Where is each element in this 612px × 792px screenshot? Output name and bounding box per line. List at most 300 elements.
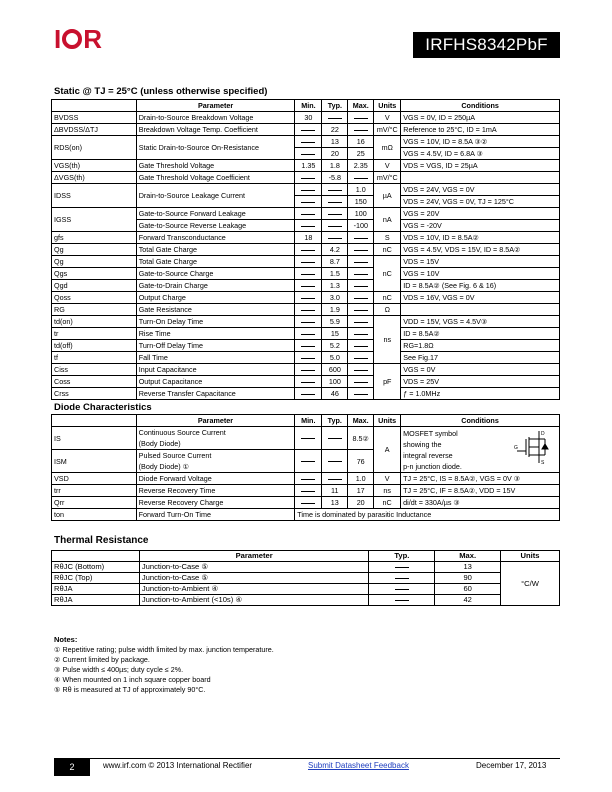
note-item: ⑤ Rθ is measured at TJ of approximately 90°C.: [54, 685, 206, 694]
row-parameter: Junction-to-Case ⑤: [139, 562, 369, 573]
row-min: [295, 292, 322, 304]
row-max: 100: [348, 208, 374, 220]
row-conditions: VGS = 10V, ID = 8.5A ③②: [401, 136, 560, 148]
dash-mark: [328, 226, 342, 227]
company-logo: [54, 26, 116, 52]
table-row: [52, 208, 560, 220]
col-header-max: Max.: [348, 100, 374, 112]
row-typ: 46: [322, 388, 348, 400]
row-min: [295, 450, 322, 473]
row-max: 1.0: [348, 184, 374, 196]
table-row: [52, 124, 560, 136]
table-row: [52, 244, 560, 256]
table-row: [52, 268, 560, 280]
row-conditions: ID = 8.5A② (See Fig. 6 & 16): [401, 280, 560, 292]
dash-mark: [395, 578, 409, 579]
dash-mark: [395, 567, 409, 568]
row-units: ns: [374, 485, 401, 497]
dash-mark: [301, 250, 315, 251]
dash-mark: [301, 382, 315, 383]
table-row: [52, 184, 560, 196]
dash-mark: [328, 238, 342, 239]
table-row: [52, 595, 560, 606]
col-header-symbol: [52, 551, 140, 562]
row-min: [295, 196, 322, 208]
col-header-symbol: [52, 415, 137, 427]
row-typ: 1.9: [322, 304, 348, 316]
row-min: [295, 220, 322, 232]
row-parameter: Gate Threshold Voltage Coefficient: [136, 172, 295, 184]
table-row: [52, 256, 560, 268]
dash-mark: [395, 589, 409, 590]
table-row: [52, 376, 560, 388]
row-min: [295, 352, 322, 364]
row-units: mV/°C: [374, 172, 401, 184]
row-typ: [369, 595, 435, 606]
row-max: 25: [348, 148, 374, 160]
row-typ: 8.7: [322, 256, 348, 268]
logo-text-r: R: [83, 24, 103, 54]
row-symbol: Qg: [52, 256, 137, 268]
row-symbol: Qg: [52, 244, 137, 256]
row-min: [295, 340, 322, 352]
row-parameter: Total Gate Charge: [136, 244, 295, 256]
row-parameter: Breakdown Voltage Temp. Coefficient: [136, 124, 295, 136]
row-units: V: [374, 473, 401, 485]
dash-mark: [301, 358, 315, 359]
row-conditions: VDS = 10V, ID = 8.5A②: [401, 232, 560, 244]
row-max: 60: [435, 584, 501, 595]
row-units: nC: [374, 497, 401, 509]
row-conditions: VDS = 16V, VGS = 0V: [401, 292, 560, 304]
row-symbol: BVDSS: [52, 112, 137, 124]
dash-mark: [301, 286, 315, 287]
row-symbol: td(on): [52, 316, 137, 328]
note-item: ② Current limited by package.: [54, 655, 150, 664]
row-units: mV/°C: [374, 124, 401, 136]
dash-mark: [301, 214, 315, 215]
table-row: [52, 136, 560, 148]
row-typ: 1.3: [322, 280, 348, 292]
row-min: [295, 388, 322, 400]
dash-mark: [301, 142, 315, 143]
row-units: nC: [374, 244, 401, 256]
row-units: A: [374, 427, 401, 473]
table-row: [52, 485, 560, 497]
row-typ: 4.2: [322, 244, 348, 256]
dash-mark: [301, 394, 315, 395]
row-symbol: ΔVGS(th): [52, 172, 137, 184]
row-typ: [369, 573, 435, 584]
row-typ: 1.8: [322, 160, 348, 172]
row-units: Ω: [374, 304, 401, 316]
dash-mark: [301, 298, 315, 299]
row-units: V: [374, 112, 401, 124]
cond-line: p-n junction diode.: [403, 461, 462, 471]
dash-mark: [301, 370, 315, 371]
diode-characteristics-table: [51, 414, 560, 521]
dash-mark: [354, 286, 368, 287]
note-item: ④ When mounted on 1 inch square copper board: [54, 675, 211, 684]
row-max: [348, 388, 374, 400]
col-header-typ: Typ.: [369, 551, 435, 562]
dash-mark: [301, 190, 315, 191]
row-min: [295, 497, 322, 509]
row-conditions: See Fig.17: [401, 352, 560, 364]
row-typ: [322, 232, 348, 244]
row-max: [348, 364, 374, 376]
row-max: 150: [348, 196, 374, 208]
row-max: 76: [348, 450, 374, 473]
param-line: Continuous Source Current: [138, 428, 226, 437]
row-conditions: VGS = 20V: [401, 208, 560, 220]
row-typ: [322, 196, 348, 208]
row-typ: [322, 184, 348, 196]
dash-mark: [328, 461, 342, 462]
dash-mark: [354, 394, 368, 395]
row-typ: 100: [322, 376, 348, 388]
row-parameter: Forward Turn-On Time: [136, 509, 295, 521]
row-conditions: Time is dominated by parasitic Inductance: [295, 509, 560, 521]
row-parameter: Total Gate Charge: [136, 256, 295, 268]
row-parameter: [136, 473, 295, 485]
dash-mark: [328, 438, 342, 439]
row-max: [348, 292, 374, 304]
row-units: nC: [374, 256, 401, 292]
dash-mark: [328, 190, 342, 191]
row-symbol: Qrr: [52, 497, 137, 509]
row-max: 16: [348, 136, 374, 148]
row-units: S: [374, 232, 401, 244]
row-parameter: Forward Transconductance: [136, 232, 295, 244]
row-parameter: Junction-to-Ambient ④: [139, 584, 369, 595]
row-conditions: TJ = 25°C, IS = 8.5A②, VGS = 0V ③: [401, 473, 560, 485]
table-row: [52, 172, 560, 184]
dash-mark: [354, 250, 368, 251]
table-row: [52, 292, 560, 304]
row-conditions: ƒ = 1.0MHz: [401, 388, 560, 400]
svg-text:S: S: [541, 460, 545, 465]
footer-rule: [54, 758, 560, 759]
row-typ: [322, 220, 348, 232]
row-typ: [369, 562, 435, 573]
row-symbol: Qoss: [52, 292, 137, 304]
row-parameter: [136, 427, 295, 450]
row-typ: 13: [322, 136, 348, 148]
row-symbol: Qgd: [52, 280, 137, 292]
thermal-resistance-table: [51, 550, 560, 606]
dash-mark: [301, 346, 315, 347]
row-parameter: Input Capacitance: [136, 364, 295, 376]
table-row: [52, 304, 560, 316]
row-units: °C/W: [501, 562, 560, 606]
row-symbol: ISM: [52, 450, 137, 473]
row-typ: 5.2: [322, 340, 348, 352]
row-conditions: [401, 427, 560, 473]
row-parameter: Drain-to-Source Leakage Current: [136, 184, 295, 208]
row-typ: [322, 473, 348, 485]
notes-block: [54, 635, 274, 695]
logo-o-mark: [62, 29, 82, 49]
row-symbol: VSD: [52, 473, 137, 485]
row-symbol: IDSS: [52, 184, 137, 208]
row-min: [295, 427, 322, 450]
dash-mark: [301, 438, 315, 439]
cond-line: MOSFET symbol: [403, 428, 458, 438]
row-symbol: RθJA: [52, 584, 140, 595]
row-max: [348, 316, 374, 328]
row-symbol: tf: [52, 352, 137, 364]
row-max: [348, 328, 374, 340]
row-units: nC: [374, 292, 401, 304]
dash-mark: [301, 262, 315, 263]
row-min: [295, 136, 322, 148]
table-row: [52, 160, 560, 172]
row-symbol: Crss: [52, 388, 137, 400]
dash-mark: [354, 118, 368, 119]
row-conditions: VGS = 0V, ID = 250µA: [401, 112, 560, 124]
row-min: 1.35: [295, 160, 322, 172]
row-symbol: Coss: [52, 376, 137, 388]
table-row: [52, 316, 560, 328]
row-max: [348, 112, 374, 124]
dash-mark: [301, 226, 315, 227]
row-min: [295, 256, 322, 268]
row-typ: [322, 427, 348, 450]
row-symbol: ton: [52, 509, 137, 521]
dash-mark: [301, 274, 315, 275]
row-max: [348, 244, 374, 256]
row-max: 2.35: [348, 160, 374, 172]
svg-text:D: D: [541, 431, 545, 437]
row-typ: [369, 584, 435, 595]
col-header-min: Min.: [295, 100, 322, 112]
dash-mark: [301, 503, 315, 504]
row-max: -100: [348, 220, 374, 232]
row-parameter: Gate-to-Source Charge: [136, 268, 295, 280]
row-max: [348, 352, 374, 364]
note-item: ① Repetitive rating; pulse width limited by max. junction temperature.: [54, 645, 274, 654]
row-parameter: Output Capacitance: [136, 376, 295, 388]
row-min: [295, 124, 322, 136]
dash-mark: [301, 202, 315, 203]
dash-mark: [301, 479, 315, 480]
row-min: [295, 473, 322, 485]
row-conditions: VDS = VGS, ID = 25µA: [401, 160, 560, 172]
row-typ: 22: [322, 124, 348, 136]
dash-mark: [354, 346, 368, 347]
row-max: 13: [435, 562, 501, 573]
row-conditions: RG=1.8Ω: [401, 340, 560, 352]
row-min: [295, 268, 322, 280]
row-typ: 15: [322, 328, 348, 340]
row-symbol: RθJC (Bottom): [52, 562, 140, 573]
table-row: [52, 562, 560, 573]
row-min: [295, 208, 322, 220]
row-min: [295, 148, 322, 160]
param-line: Reverse Recovery Charge: [138, 498, 224, 507]
row-max: 1.0: [348, 473, 374, 485]
row-units: mΩ: [374, 136, 401, 160]
table-row: [52, 340, 560, 352]
col-header-parameter: Parameter: [136, 415, 295, 427]
row-symbol: Ciss: [52, 364, 137, 376]
table-row: [52, 509, 560, 521]
col-header-conditions: Conditions: [401, 415, 560, 427]
table-row: [52, 328, 560, 340]
cond-line: integral reverse: [403, 450, 453, 460]
table-row: [52, 473, 560, 485]
row-conditions: di/dt = 330A/µs ③: [401, 497, 560, 509]
row-max: [348, 340, 374, 352]
dash-mark: [354, 334, 368, 335]
table-row: [52, 388, 560, 400]
dash-mark: [328, 479, 342, 480]
row-conditions: [401, 304, 560, 316]
footer-site: www.irf.com © 2013 International Rectifier: [103, 761, 253, 770]
row-parameter: [136, 485, 295, 497]
table-row: [52, 427, 560, 450]
thermal-section-title: Thermal Resistance: [54, 535, 149, 546]
row-symbol: IS: [52, 427, 137, 450]
col-header-max: Max.: [348, 415, 374, 427]
table-row: [52, 584, 560, 595]
row-max: [348, 124, 374, 136]
diode-section-title: Diode Characteristics: [54, 402, 152, 413]
dash-mark: [328, 118, 342, 119]
row-min: 30: [295, 112, 322, 124]
row-conditions: VDS = 15V: [401, 256, 560, 268]
row-min: [295, 244, 322, 256]
svg-text:G: G: [514, 445, 518, 451]
row-units: nA: [374, 208, 401, 232]
row-min: [295, 280, 322, 292]
row-parameter: [136, 450, 295, 473]
row-conditions: VGS = -20V: [401, 220, 560, 232]
col-header-units: Units: [501, 551, 560, 562]
col-header-conditions: Conditions: [401, 100, 560, 112]
row-conditions: VGS = 10V: [401, 268, 560, 280]
row-conditions: [401, 172, 560, 184]
row-min: [295, 364, 322, 376]
row-max: [348, 268, 374, 280]
dash-mark: [354, 370, 368, 371]
footer-date: December 17, 2013: [476, 761, 547, 770]
row-parameter: Static Drain-to-Source On-Resistance: [136, 136, 295, 160]
dash-mark: [301, 154, 315, 155]
row-units: ns: [374, 316, 401, 364]
table-row: [52, 112, 560, 124]
dash-mark: [301, 491, 315, 492]
row-symbol: tr: [52, 328, 137, 340]
row-parameter: Turn-On Delay Time: [136, 316, 295, 328]
row-conditions: VGS = 0V: [401, 364, 560, 376]
row-parameter: Gate-to-Source Reverse Leakage: [136, 220, 295, 232]
row-typ: 5.0: [322, 352, 348, 364]
cond-line: showing the: [403, 439, 442, 449]
row-symbol: VGS(th): [52, 160, 137, 172]
row-max: [348, 172, 374, 184]
col-header-min: Min.: [295, 415, 322, 427]
row-typ: 13: [322, 497, 348, 509]
table-row: [52, 364, 560, 376]
dash-mark: [328, 214, 342, 215]
row-units: V: [374, 160, 401, 172]
col-header-units: Units: [374, 415, 401, 427]
row-typ: [322, 112, 348, 124]
dash-mark: [354, 178, 368, 179]
row-max: [348, 280, 374, 292]
logo-text-i: I: [54, 24, 62, 54]
row-symbol: RθJC (Top): [52, 573, 140, 584]
row-max: 42: [435, 595, 501, 606]
row-parameter: Gate Resistance: [136, 304, 295, 316]
col-header-units: Units: [374, 100, 401, 112]
col-header-parameter: Parameter: [139, 551, 369, 562]
static-section-title: Static @ TJ = 25°C (unless otherwise specified): [54, 86, 268, 97]
col-header-parameter: Parameter: [136, 100, 295, 112]
row-typ: 1.5: [322, 268, 348, 280]
dash-mark: [354, 382, 368, 383]
dash-mark: [354, 322, 368, 323]
row-conditions: Reference to 25°C, ID = 1mA: [401, 124, 560, 136]
table-row: [52, 497, 560, 509]
row-parameter: Gate-to-Drain Charge: [136, 280, 295, 292]
page-number: 2: [54, 758, 90, 776]
col-header-symbol: [52, 100, 137, 112]
row-parameter: Reverse Transfer Capacitance: [136, 388, 295, 400]
row-conditions: TJ = 25°C, IF = 8.5A②, VDD = 15V: [401, 485, 560, 497]
dash-mark: [301, 322, 315, 323]
row-typ: 20: [322, 148, 348, 160]
row-min: [295, 184, 322, 196]
row-parameter: Fall Time: [136, 352, 295, 364]
row-symbol: RθJA: [52, 595, 140, 606]
row-parameter: Junction-to-Case ⑤: [139, 573, 369, 584]
param-line: (Body Diode): [138, 439, 181, 448]
row-max: [348, 232, 374, 244]
row-max: [348, 376, 374, 388]
row-conditions: VGS = 4.5V, VDS = 15V, ID = 8.5A②: [401, 244, 560, 256]
row-parameter: Output Charge: [136, 292, 295, 304]
param-line: Pulsed Source Current: [138, 451, 212, 460]
dash-mark: [354, 298, 368, 299]
row-typ: [322, 450, 348, 473]
dash-mark: [301, 178, 315, 179]
feedback-link[interactable]: Submit Datasheet Feedback: [308, 761, 409, 770]
static-characteristics-table: [51, 99, 560, 400]
dash-mark: [301, 310, 315, 311]
row-conditions: VDS = 24V, VGS = 0V, TJ = 125°C: [401, 196, 560, 208]
row-parameter: [136, 497, 295, 509]
col-header-max: Max.: [435, 551, 501, 562]
row-min: [295, 304, 322, 316]
col-header-typ: Typ.: [322, 100, 348, 112]
row-symbol: RDS(on): [52, 136, 137, 160]
row-conditions: VDD = 15V, VGS = 4.5V③: [401, 316, 560, 328]
row-parameter: Drain-to-Source Breakdown Voltage: [136, 112, 295, 124]
row-max: 8.5②: [348, 427, 374, 450]
row-parameter: Gate-to-Source Forward Leakage: [136, 208, 295, 220]
row-typ: 5.9: [322, 316, 348, 328]
dash-mark: [301, 461, 315, 462]
row-max: 17: [348, 485, 374, 497]
row-min: [295, 172, 322, 184]
part-number-banner: IRFHS8342PbF: [413, 32, 560, 58]
note-item: ③ Pulse width ≤ 400µs; duty cycle ≤ 2%.: [54, 665, 184, 674]
row-symbol: Qgs: [52, 268, 137, 280]
table-row: [52, 232, 560, 244]
